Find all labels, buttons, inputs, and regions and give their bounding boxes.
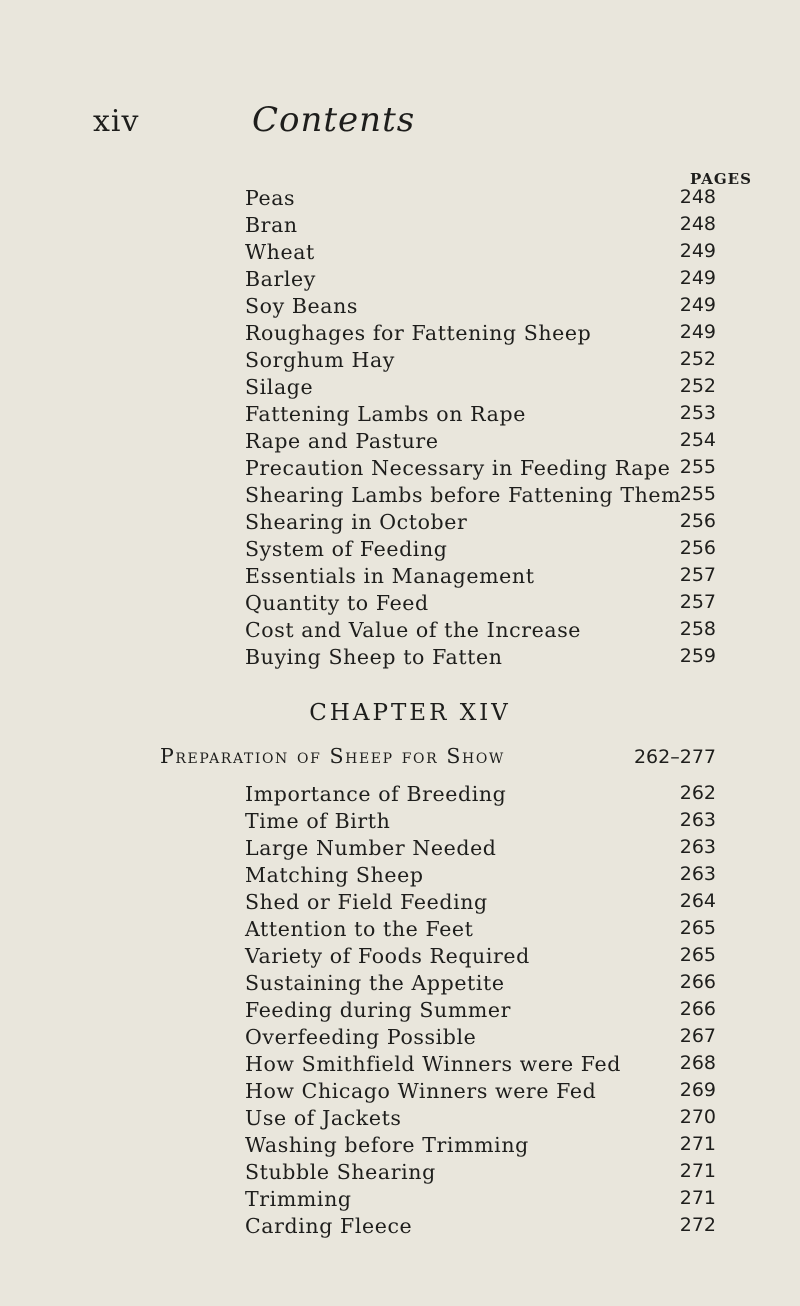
entry-title: Wheat [245, 240, 315, 264]
entry-title: How Smithfield Winners were Fed [245, 1052, 621, 1076]
toc-entry [0, 1052, 800, 1078]
entry-page: 265 [679, 917, 716, 939]
toc-entry [0, 429, 800, 455]
toc-entry [0, 863, 800, 889]
toc-entry [0, 294, 800, 320]
toc-entry [0, 375, 800, 401]
entry-page: 248 [679, 213, 716, 235]
toc-entry [0, 944, 800, 970]
toc-entry [0, 456, 800, 482]
entry-title: Buying Sheep to Fatten [245, 645, 503, 669]
entry-title: Feeding during Summer [245, 998, 512, 1022]
entry-title: Rape and Pasture [245, 429, 439, 453]
toc-entry [0, 917, 800, 943]
toc-entry [0, 1025, 800, 1051]
entry-page: 263 [679, 863, 716, 885]
entry-title: Importance of Breeding [245, 782, 507, 806]
toc-entry [0, 402, 800, 428]
entry-title: Sustaining the Appetite [245, 971, 505, 995]
entry-page: 262 [679, 782, 716, 804]
entry-page: 269 [679, 1079, 716, 1101]
toc-entry [0, 186, 800, 212]
entry-title: Matching Sheep [245, 863, 424, 887]
entry-page: 258 [679, 618, 716, 640]
pages-column-label: PAGES [690, 170, 752, 188]
entry-page: 255 [679, 456, 716, 478]
entry-page: 266 [679, 971, 716, 993]
entry-title: Soy Beans [245, 294, 359, 318]
toc-entry [0, 998, 800, 1024]
entry-title: Peas [245, 186, 296, 210]
entry-page: 249 [679, 294, 716, 316]
entry-title: Washing before Trimming [245, 1133, 529, 1157]
toc-entry [0, 618, 800, 644]
toc-entry [0, 510, 800, 536]
entry-page: 252 [679, 348, 716, 370]
entry-title: Variety of Foods Required [245, 944, 530, 968]
entry-page: 253 [679, 402, 716, 424]
toc-entry [0, 645, 800, 671]
entry-title: Shearing Lambs before Fattening Them [245, 483, 682, 507]
toc-entry [0, 1187, 800, 1213]
toc-entry [0, 213, 800, 239]
entry-page: 272 [679, 1214, 716, 1236]
toc-entry [0, 836, 800, 862]
toc-entry [0, 564, 800, 590]
entry-title: Use of Jackets [245, 1106, 402, 1130]
toc-entry [0, 1079, 800, 1105]
entry-page: 270 [679, 1106, 716, 1128]
entry-title: How Chicago Winners were Fed [245, 1079, 597, 1103]
entry-page: 249 [679, 240, 716, 262]
entry-page: 257 [679, 591, 716, 613]
entry-title: Bran [245, 213, 298, 237]
entry-page: 271 [679, 1160, 716, 1182]
page-number: xiv [93, 104, 140, 139]
entry-page: 263 [679, 836, 716, 858]
entry-title: Shed or Field Feeding [245, 890, 488, 914]
entry-page: 267 [679, 1025, 716, 1047]
entry-page: 256 [679, 510, 716, 532]
page-title: Contents [252, 100, 416, 140]
entry-page: 248 [679, 186, 716, 208]
section-pages: 262–277 [633, 746, 716, 768]
entry-title: Sorghum Hay [245, 348, 395, 372]
entry-page: 249 [679, 321, 716, 343]
entry-title: Attention to the Feet [245, 917, 474, 941]
entry-page: 265 [679, 944, 716, 966]
entry-page: 254 [679, 429, 716, 451]
entry-title: Time of Birth [245, 809, 391, 833]
entry-title: Silage [245, 375, 314, 399]
toc-entry [0, 537, 800, 563]
toc-entry [0, 1133, 800, 1159]
entry-title: Cost and Value of the Increase [245, 618, 582, 642]
entry-page: 271 [679, 1187, 716, 1209]
entry-page: 259 [679, 645, 716, 667]
toc-entry [0, 1160, 800, 1186]
toc-entry [0, 1106, 800, 1132]
toc-entry [0, 890, 800, 916]
entry-title: Shearing in October [245, 510, 468, 534]
entry-title: Carding Fleece [245, 1214, 413, 1238]
toc-entry [0, 483, 800, 509]
toc-entry [0, 782, 800, 808]
toc-entry [0, 1214, 800, 1240]
entry-page: 256 [679, 537, 716, 559]
entry-page: 263 [679, 809, 716, 831]
toc-entry [0, 591, 800, 617]
toc-entry [0, 348, 800, 374]
toc-entry [0, 809, 800, 835]
entry-page: 249 [679, 267, 716, 289]
entry-page: 252 [679, 375, 716, 397]
entry-title: Stubble Shearing [245, 1160, 436, 1184]
entry-title: Quantity to Feed [245, 591, 429, 615]
entry-title: Roughages for Fattening Sheep [245, 321, 592, 345]
entry-title: Precaution Necessary in Feeding Rape [245, 456, 671, 480]
toc-entry [0, 267, 800, 293]
toc-entry [0, 971, 800, 997]
entry-page: 257 [679, 564, 716, 586]
chapter-heading: CHAPTER XIV [309, 700, 511, 726]
entry-title: Essentials in Management [245, 564, 535, 588]
section-heading [0, 744, 800, 774]
entry-title: Fattening Lambs on Rape [245, 402, 526, 426]
entry-title: Overfeeding Possible [245, 1025, 477, 1049]
entry-page: 271 [679, 1133, 716, 1155]
entry-title: Trimming [245, 1187, 352, 1211]
entry-page: 255 [679, 483, 716, 505]
entry-title: Barley [245, 267, 316, 291]
entry-page: 268 [679, 1052, 716, 1074]
toc-entry [0, 240, 800, 266]
section-title: Preparation of Sheep for Show [160, 744, 505, 768]
entry-page: 266 [679, 998, 716, 1020]
toc-entry [0, 321, 800, 347]
entry-page: 264 [679, 890, 716, 912]
entry-title: System of Feeding [245, 537, 448, 561]
entry-title: Large Number Needed [245, 836, 497, 860]
